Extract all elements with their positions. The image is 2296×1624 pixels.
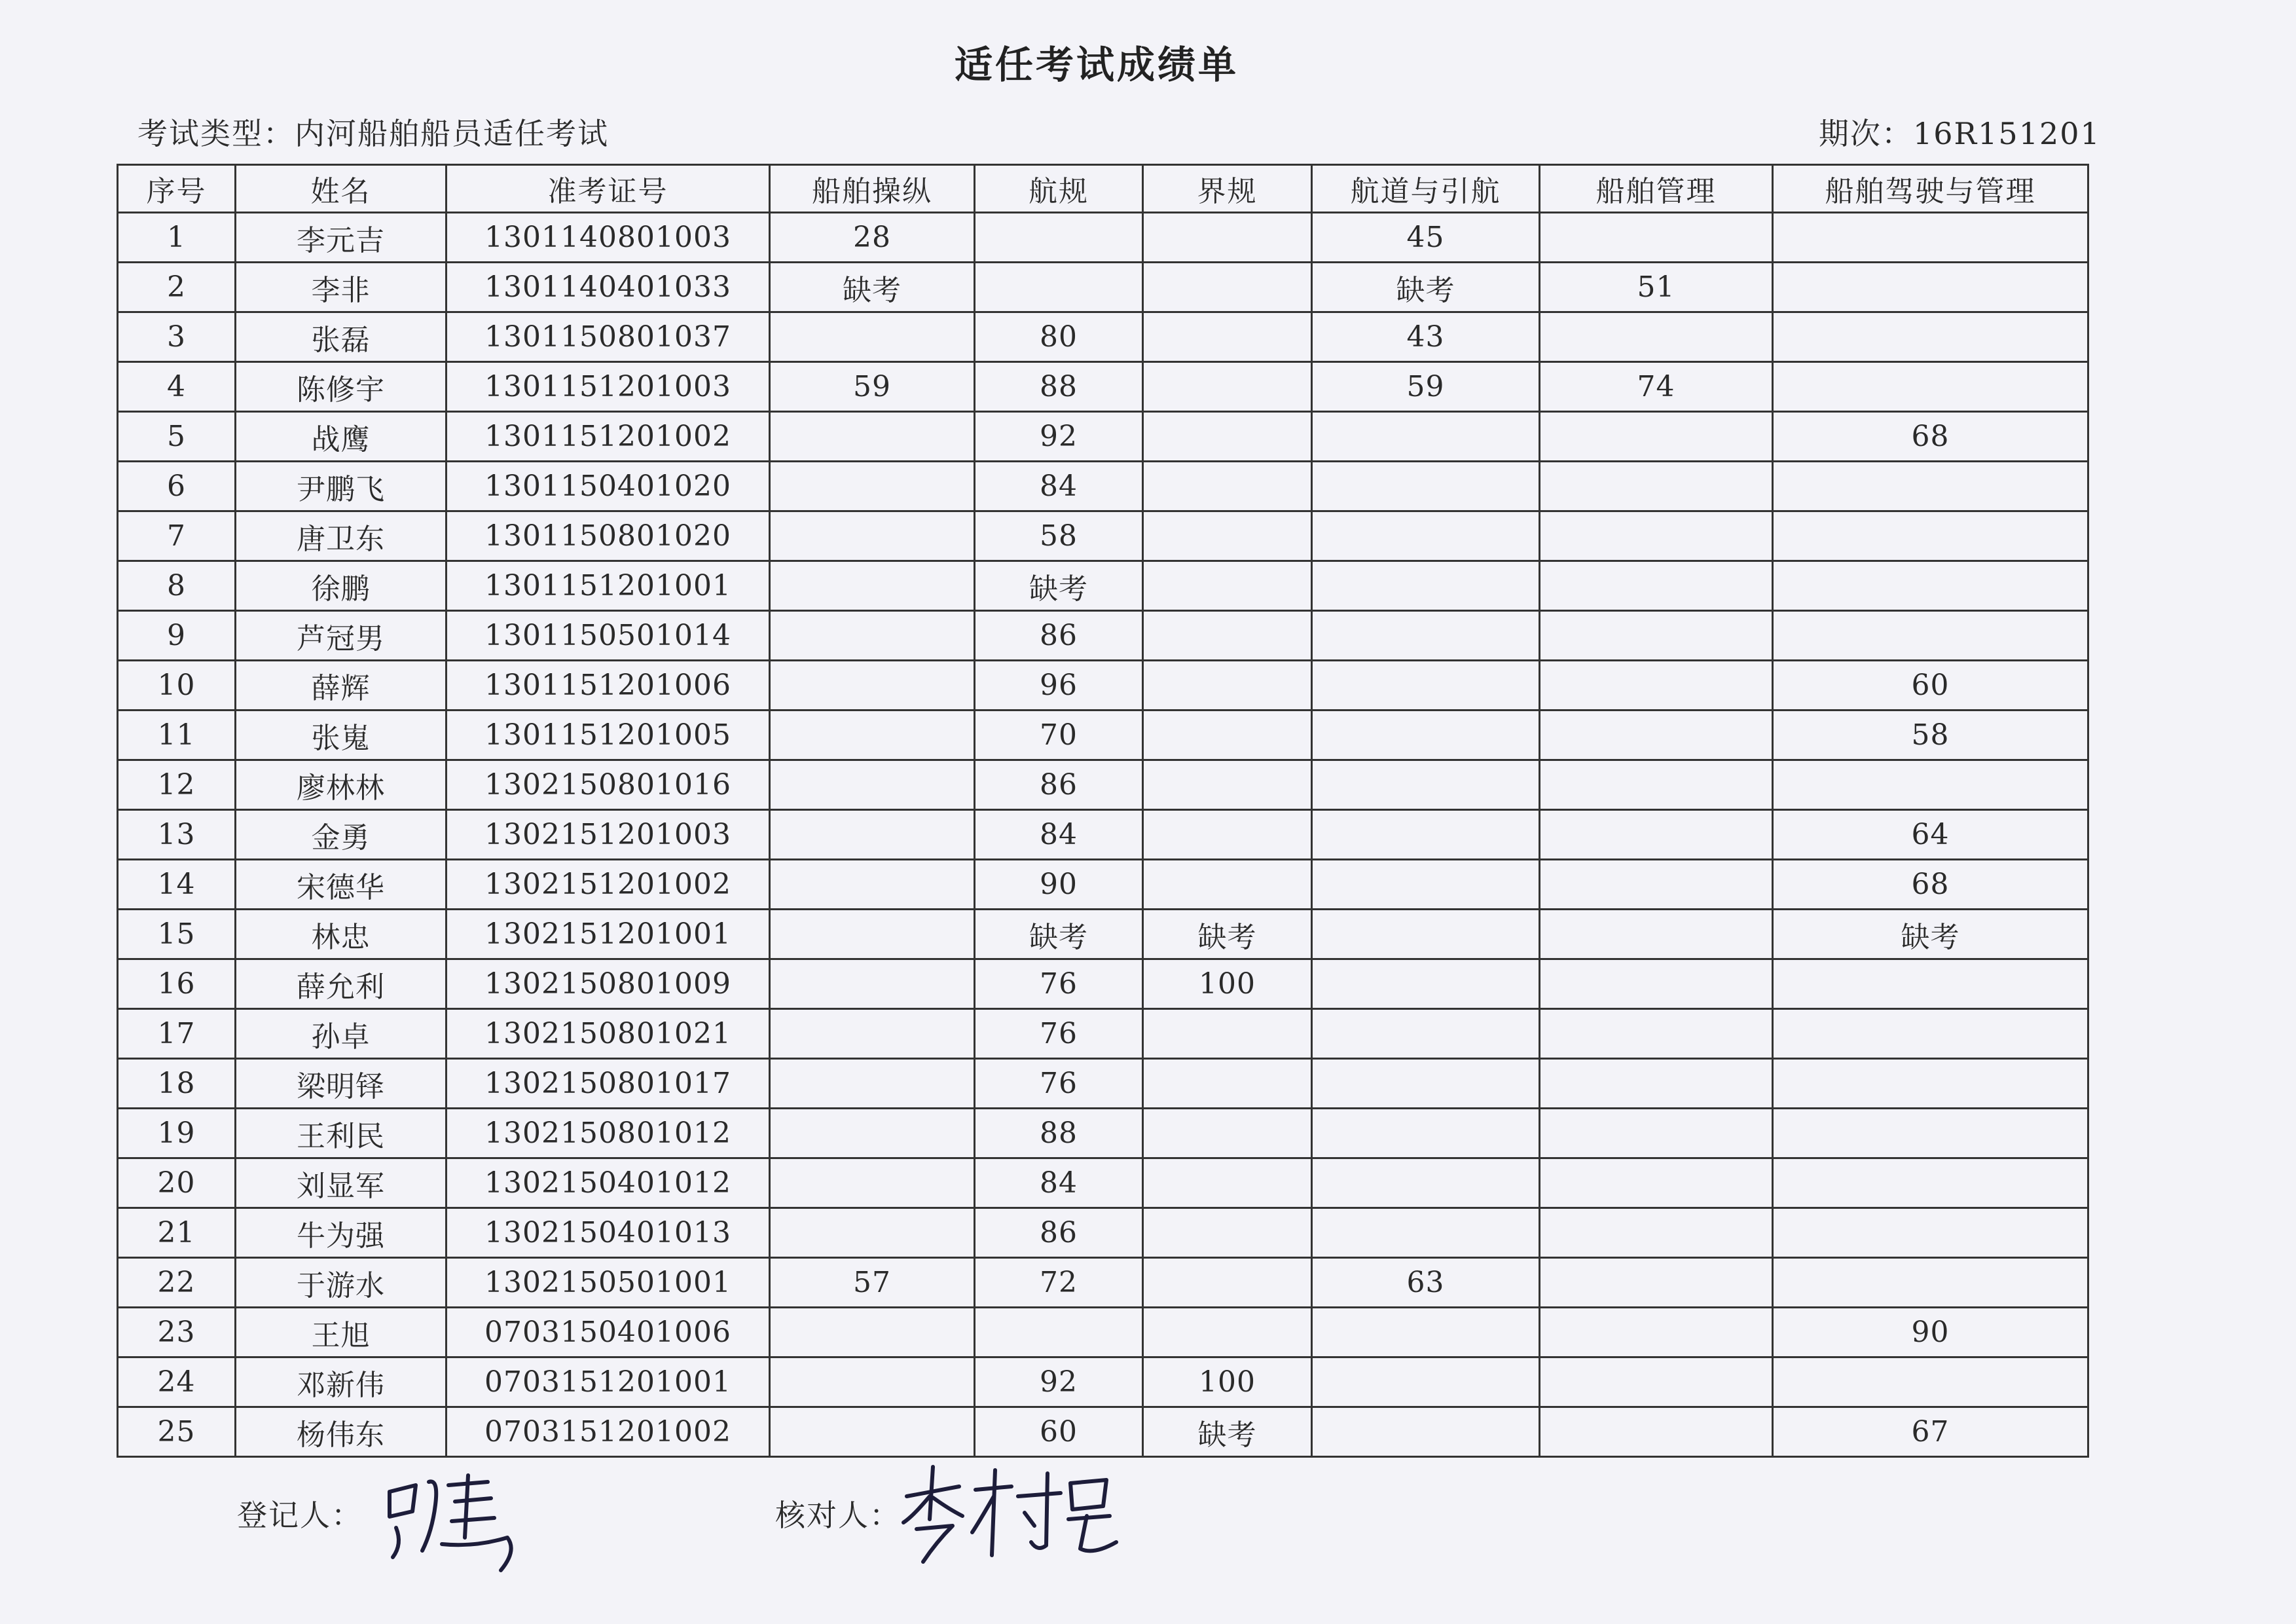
- table-row: [118, 661, 2088, 710]
- cell-driving-management: 90: [1773, 1308, 2088, 1357]
- cell-ticket: 1302151201003: [446, 810, 770, 860]
- cell-navigation-rules: 92: [975, 412, 1143, 462]
- cell-boundary-rules: [1143, 611, 1312, 661]
- cell-ship-management: [1540, 661, 1773, 710]
- cell-index: 2: [118, 263, 236, 312]
- cell-boundary-rules: [1143, 312, 1312, 362]
- cell-boundary-rules: [1143, 263, 1312, 312]
- cell-ship-management: [1540, 760, 1773, 810]
- cell-ship-handling: [770, 710, 975, 760]
- cell-ticket: 1302150401013: [446, 1208, 770, 1258]
- cell-navigation-rules: 缺考: [975, 910, 1143, 959]
- cell-driving-management: [1773, 1357, 2088, 1407]
- cell-name: 张磊: [236, 312, 446, 362]
- cell-index: 19: [118, 1109, 236, 1158]
- cell-channel-pilotage: [1312, 1308, 1540, 1357]
- cell-ticket: 0703151201002: [446, 1407, 770, 1457]
- cell-ticket: 1301151201006: [446, 661, 770, 710]
- table-row: [118, 511, 2088, 561]
- cell-ticket: 0703151201001: [446, 1357, 770, 1407]
- cell-channel-pilotage: 63: [1312, 1258, 1540, 1308]
- cell-ship-handling: [770, 1407, 975, 1457]
- table-row: [118, 312, 2088, 362]
- cell-navigation-rules: [975, 1308, 1143, 1357]
- table-row: [118, 462, 2088, 511]
- cell-navigation-rules: 84: [975, 462, 1143, 511]
- table-row: [118, 1059, 2088, 1109]
- table-row: [118, 910, 2088, 959]
- cell-name: 李非: [236, 263, 446, 312]
- col-header-ship-management: 船舶管理: [1540, 165, 1773, 213]
- cell-channel-pilotage: [1312, 860, 1540, 910]
- cell-navigation-rules: 96: [975, 661, 1143, 710]
- cell-navigation-rules: 80: [975, 312, 1143, 362]
- cell-name: 尹鹏飞: [236, 462, 446, 511]
- cell-name: 张嵬: [236, 710, 446, 760]
- cell-ticket: 1302150801012: [446, 1109, 770, 1158]
- cell-driving-management: [1773, 462, 2088, 511]
- table-row: [118, 1109, 2088, 1158]
- checker-signature: [897, 1457, 1120, 1572]
- table-row: [118, 561, 2088, 611]
- cell-driving-management: 58: [1773, 710, 2088, 760]
- cell-ticket: 1301151201001: [446, 561, 770, 611]
- exam-type: 考试类型：内河船舶船员适任考试: [137, 116, 609, 151]
- cell-navigation-rules: 84: [975, 1158, 1143, 1208]
- table-row: [118, 810, 2088, 860]
- col-header-ship-handling: 船舶操纵: [770, 165, 975, 213]
- cell-channel-pilotage: 43: [1312, 312, 1540, 362]
- cell-navigation-rules: 86: [975, 1208, 1143, 1258]
- table-row: [118, 362, 2088, 412]
- cell-ship-management: [1540, 1009, 1773, 1059]
- cell-ship-management: [1540, 860, 1773, 910]
- cell-channel-pilotage: [1312, 511, 1540, 561]
- cell-index: 10: [118, 661, 236, 710]
- cell-boundary-rules: [1143, 462, 1312, 511]
- cell-boundary-rules: [1143, 511, 1312, 561]
- cell-navigation-rules: 92: [975, 1357, 1143, 1407]
- cell-index: 7: [118, 511, 236, 561]
- cell-name: 金勇: [236, 810, 446, 860]
- cell-driving-management: [1773, 213, 2088, 263]
- checker-label: 核对人：: [775, 1498, 901, 1533]
- table-row: [118, 1357, 2088, 1407]
- cell-ticket: 1302150801016: [446, 760, 770, 810]
- cell-index: 13: [118, 810, 236, 860]
- cell-ticket: 1302151201001: [446, 910, 770, 959]
- cell-ticket: 1302150401012: [446, 1158, 770, 1208]
- cell-driving-management: [1773, 1208, 2088, 1258]
- table-row: [118, 760, 2088, 810]
- col-header-boundary-rules: 界规: [1143, 165, 1312, 213]
- cell-index: 15: [118, 910, 236, 959]
- table-row: [118, 1208, 2088, 1258]
- cell-name: 薛辉: [236, 661, 446, 710]
- cell-channel-pilotage: [1312, 1009, 1540, 1059]
- cell-ship-management: 74: [1540, 362, 1773, 412]
- cell-channel-pilotage: [1312, 810, 1540, 860]
- table-row: [118, 1308, 2088, 1357]
- cell-navigation-rules: 88: [975, 1109, 1143, 1158]
- cell-index: 12: [118, 760, 236, 810]
- cell-channel-pilotage: 45: [1312, 213, 1540, 263]
- cell-index: 17: [118, 1009, 236, 1059]
- cell-name: 战鹰: [236, 412, 446, 462]
- cell-navigation-rules: 88: [975, 362, 1143, 412]
- cell-driving-management: 60: [1773, 661, 2088, 710]
- table-row: [118, 611, 2088, 661]
- cell-driving-management: [1773, 511, 2088, 561]
- cell-navigation-rules: 58: [975, 511, 1143, 561]
- cell-navigation-rules: 缺考: [975, 561, 1143, 611]
- cell-navigation-rules: 70: [975, 710, 1143, 760]
- cell-ship-management: [1540, 511, 1773, 561]
- cell-ship-management: [1540, 312, 1773, 362]
- cell-ship-handling: [770, 760, 975, 810]
- cell-navigation-rules: 76: [975, 1059, 1143, 1109]
- cell-ticket: 1301151201005: [446, 710, 770, 760]
- cell-ship-handling: [770, 1109, 975, 1158]
- cell-name: 王旭: [236, 1308, 446, 1357]
- cell-channel-pilotage: [1312, 1158, 1540, 1208]
- cell-name: 陈修宇: [236, 362, 446, 412]
- cell-ship-handling: [770, 810, 975, 860]
- cell-ticket: 1302150801021: [446, 1009, 770, 1059]
- cell-ship-management: [1540, 1308, 1773, 1357]
- col-header-name: 姓名: [236, 165, 446, 213]
- table-row: [118, 959, 2088, 1009]
- table-row: [118, 213, 2088, 263]
- cell-name: 刘显军: [236, 1158, 446, 1208]
- table-row: [118, 860, 2088, 910]
- cell-ship-management: [1540, 910, 1773, 959]
- cell-ticket: 1302150801009: [446, 959, 770, 1009]
- table-row: [118, 1258, 2088, 1308]
- cell-index: 20: [118, 1158, 236, 1208]
- cell-index: 25: [118, 1407, 236, 1457]
- cell-ship-handling: [770, 959, 975, 1009]
- table-row: [118, 1407, 2088, 1457]
- cell-boundary-rules: [1143, 1258, 1312, 1308]
- cell-ship-handling: [770, 1208, 975, 1258]
- cell-boundary-rules: [1143, 1109, 1312, 1158]
- cell-name: 王利民: [236, 1109, 446, 1158]
- cell-ship-management: [1540, 1059, 1773, 1109]
- cell-channel-pilotage: [1312, 611, 1540, 661]
- cell-index: 21: [118, 1208, 236, 1258]
- cell-ship-management: [1540, 561, 1773, 611]
- cell-ticket: 0703150401006: [446, 1308, 770, 1357]
- cell-driving-management: [1773, 561, 2088, 611]
- table-row: [118, 1158, 2088, 1208]
- cell-navigation-rules: 76: [975, 1009, 1143, 1059]
- cell-boundary-rules: [1143, 710, 1312, 760]
- cell-ticket: 1301150801037: [446, 312, 770, 362]
- cell-name: 徐鹏: [236, 561, 446, 611]
- cell-ship-management: [1540, 611, 1773, 661]
- cell-channel-pilotage: [1312, 760, 1540, 810]
- cell-ship-handling: [770, 1059, 975, 1109]
- cell-name: 李元吉: [236, 213, 446, 263]
- cell-index: 22: [118, 1258, 236, 1308]
- cell-channel-pilotage: 59: [1312, 362, 1540, 412]
- cell-boundary-rules: [1143, 760, 1312, 810]
- cell-channel-pilotage: [1312, 1357, 1540, 1407]
- cell-ticket: 1302150501001: [446, 1258, 770, 1308]
- cell-driving-management: [1773, 760, 2088, 810]
- cell-ticket: 1301140801003: [446, 213, 770, 263]
- cell-ticket: 1301151201003: [446, 362, 770, 412]
- cell-boundary-rules: [1143, 661, 1312, 710]
- cell-driving-management: [1773, 611, 2088, 661]
- col-header-index: 序号: [118, 165, 236, 213]
- cell-index: 8: [118, 561, 236, 611]
- table-row: [118, 1009, 2088, 1059]
- cell-channel-pilotage: [1312, 412, 1540, 462]
- col-header-navigation-rules: 航规: [975, 165, 1143, 213]
- cell-ship-management: [1540, 1258, 1773, 1308]
- cell-index: 1: [118, 213, 236, 263]
- cell-name: 邓新伟: [236, 1357, 446, 1407]
- cell-name: 孙卓: [236, 1009, 446, 1059]
- cell-channel-pilotage: [1312, 1059, 1540, 1109]
- cell-driving-management: [1773, 1258, 2088, 1308]
- cell-navigation-rules: 86: [975, 611, 1143, 661]
- cell-index: 14: [118, 860, 236, 910]
- cell-channel-pilotage: [1312, 1208, 1540, 1258]
- table-body: [118, 213, 2088, 1457]
- cell-channel-pilotage: [1312, 959, 1540, 1009]
- page-title: 适任考试成绩单: [954, 43, 1239, 87]
- table-row: [118, 710, 2088, 760]
- cell-boundary-rules: [1143, 412, 1312, 462]
- cell-ticket: 1301150401020: [446, 462, 770, 511]
- cell-name: 唐卫东: [236, 511, 446, 561]
- cell-driving-management: [1773, 1158, 2088, 1208]
- cell-name: 林忠: [236, 910, 446, 959]
- cell-channel-pilotage: [1312, 1407, 1540, 1457]
- cell-navigation-rules: [975, 213, 1143, 263]
- registrar-signature: [376, 1466, 527, 1577]
- cell-boundary-rules: [1143, 362, 1312, 412]
- cell-ship-management: [1540, 1158, 1773, 1208]
- cell-ship-management: [1540, 810, 1773, 860]
- cell-driving-management: 68: [1773, 860, 2088, 910]
- cell-driving-management: 68: [1773, 412, 2088, 462]
- col-header-channel-pilotage: 航道与引航: [1312, 165, 1540, 213]
- cell-ship-handling: 28: [770, 213, 975, 263]
- cell-ticket: 1301140401033: [446, 263, 770, 312]
- cell-boundary-rules: 100: [1143, 1357, 1312, 1407]
- cell-boundary-rules: 100: [1143, 959, 1312, 1009]
- cell-navigation-rules: 86: [975, 760, 1143, 810]
- cell-driving-management: [1773, 312, 2088, 362]
- cell-boundary-rules: [1143, 1158, 1312, 1208]
- cell-ticket: 1301150801020: [446, 511, 770, 561]
- cell-ship-handling: 缺考: [770, 263, 975, 312]
- cell-boundary-rules: [1143, 1208, 1312, 1258]
- cell-ship-management: 51: [1540, 263, 1773, 312]
- cell-name: 薛允利: [236, 959, 446, 1009]
- cell-ship-management: [1540, 959, 1773, 1009]
- cell-ship-management: [1540, 462, 1773, 511]
- cell-index: 4: [118, 362, 236, 412]
- col-header-driving-management: 船舶驾驶与管理: [1773, 165, 2088, 213]
- cell-navigation-rules: [975, 263, 1143, 312]
- cell-ship-handling: [770, 1009, 975, 1059]
- cell-name: 梁明铎: [236, 1059, 446, 1109]
- cell-ship-handling: [770, 1357, 975, 1407]
- cell-driving-management: 67: [1773, 1407, 2088, 1457]
- cell-ticket: 1301150501014: [446, 611, 770, 661]
- cell-ship-handling: [770, 412, 975, 462]
- cell-ship-handling: [770, 462, 975, 511]
- cell-driving-management: [1773, 362, 2088, 412]
- cell-ship-handling: [770, 860, 975, 910]
- cell-ship-management: [1540, 412, 1773, 462]
- cell-name: 廖林林: [236, 760, 446, 810]
- cell-ship-management: [1540, 1109, 1773, 1158]
- cell-ship-management: [1540, 710, 1773, 760]
- cell-channel-pilotage: [1312, 710, 1540, 760]
- cell-ship-management: [1540, 1407, 1773, 1457]
- cell-navigation-rules: 90: [975, 860, 1143, 910]
- cell-channel-pilotage: [1312, 462, 1540, 511]
- cell-boundary-rules: [1143, 1308, 1312, 1357]
- score-table: [117, 164, 2089, 1458]
- cell-boundary-rules: [1143, 561, 1312, 611]
- cell-ship-handling: [770, 511, 975, 561]
- cell-name: 芦冠男: [236, 611, 446, 661]
- cell-ship-handling: [770, 661, 975, 710]
- cell-driving-management: 64: [1773, 810, 2088, 860]
- cell-ship-management: [1540, 1357, 1773, 1407]
- cell-driving-management: [1773, 263, 2088, 312]
- cell-boundary-rules: 缺考: [1143, 910, 1312, 959]
- cell-channel-pilotage: [1312, 910, 1540, 959]
- cell-name: 宋德华: [236, 860, 446, 910]
- cell-boundary-rules: [1143, 860, 1312, 910]
- cell-index: 9: [118, 611, 236, 661]
- cell-driving-management: [1773, 1059, 2088, 1109]
- cell-index: 5: [118, 412, 236, 462]
- cell-ship-handling: 57: [770, 1258, 975, 1308]
- table-row: [118, 263, 2088, 312]
- cell-index: 24: [118, 1357, 236, 1407]
- col-header-ticket: 准考证号: [446, 165, 770, 213]
- cell-ticket: 1302151201002: [446, 860, 770, 910]
- cell-navigation-rules: 84: [975, 810, 1143, 860]
- cell-channel-pilotage: [1312, 661, 1540, 710]
- cell-navigation-rules: 60: [975, 1407, 1143, 1457]
- cell-channel-pilotage: [1312, 561, 1540, 611]
- cell-ticket: 1302150801017: [446, 1059, 770, 1109]
- cell-index: 16: [118, 959, 236, 1009]
- cell-ship-management: [1540, 213, 1773, 263]
- cell-name: 牛为强: [236, 1208, 446, 1258]
- cell-boundary-rules: [1143, 1009, 1312, 1059]
- cell-index: 11: [118, 710, 236, 760]
- cell-boundary-rules: [1143, 1059, 1312, 1109]
- cell-navigation-rules: 72: [975, 1258, 1143, 1308]
- cell-ship-handling: [770, 611, 975, 661]
- cell-boundary-rules: 缺考: [1143, 1407, 1312, 1457]
- cell-name: 杨伟东: [236, 1407, 446, 1457]
- registrar-label: 登记人：: [237, 1498, 363, 1533]
- cell-ticket: 1301151201002: [446, 412, 770, 462]
- cell-ship-management: [1540, 1208, 1773, 1258]
- cell-ship-handling: [770, 1308, 975, 1357]
- exam-period: 期次：16R151201: [1819, 116, 2101, 151]
- cell-index: 23: [118, 1308, 236, 1357]
- header-row: [118, 165, 2088, 213]
- cell-ship-handling: 59: [770, 362, 975, 412]
- cell-ship-handling: [770, 910, 975, 959]
- cell-navigation-rules: 76: [975, 959, 1143, 1009]
- table-row: [118, 412, 2088, 462]
- cell-driving-management: [1773, 1009, 2088, 1059]
- cell-boundary-rules: [1143, 213, 1312, 263]
- cell-index: 6: [118, 462, 236, 511]
- cell-index: 18: [118, 1059, 236, 1109]
- cell-ship-handling: [770, 312, 975, 362]
- cell-boundary-rules: [1143, 810, 1312, 860]
- cell-channel-pilotage: 缺考: [1312, 263, 1540, 312]
- cell-driving-management: 缺考: [1773, 910, 2088, 959]
- cell-driving-management: [1773, 1109, 2088, 1158]
- cell-channel-pilotage: [1312, 1109, 1540, 1158]
- cell-name: 于游水: [236, 1258, 446, 1308]
- cell-index: 3: [118, 312, 236, 362]
- cell-driving-management: [1773, 959, 2088, 1009]
- cell-ship-handling: [770, 561, 975, 611]
- cell-ship-handling: [770, 1158, 975, 1208]
